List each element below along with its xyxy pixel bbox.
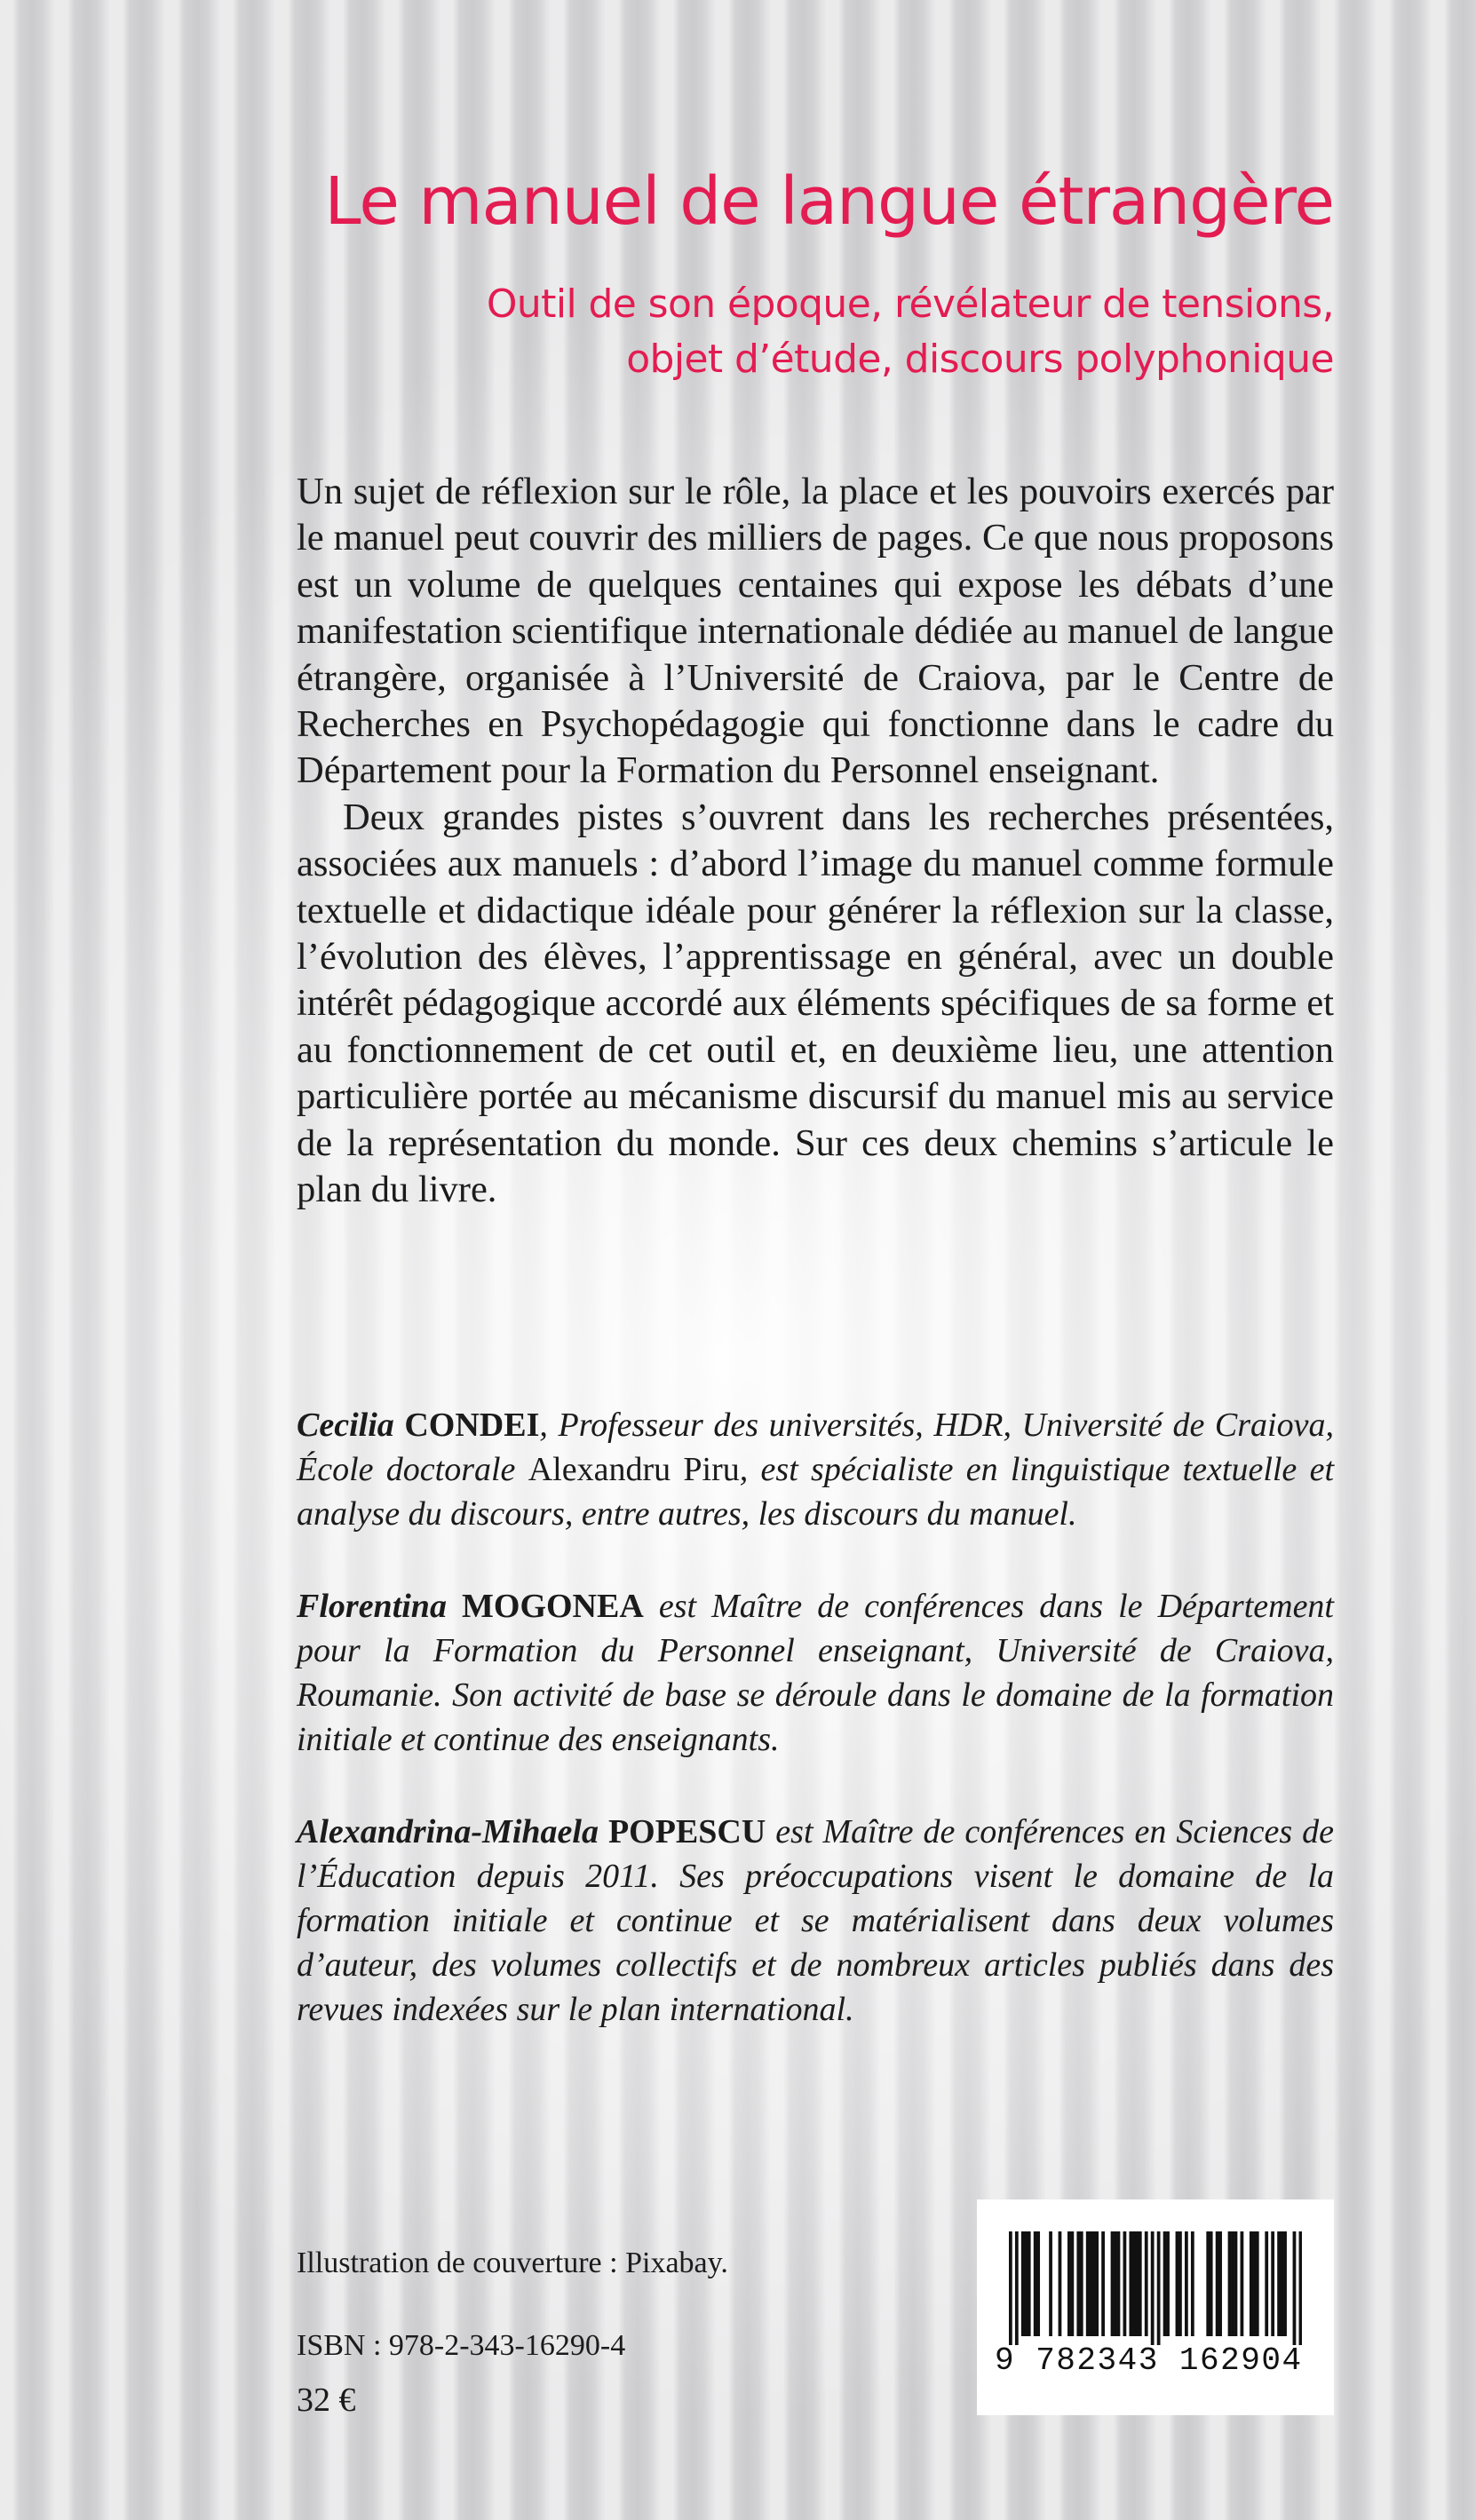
barcode-bar [1132, 2231, 1136, 2336]
author-name [297, 1407, 539, 1444]
barcode-bar [1163, 2231, 1167, 2336]
barcode-digits: 9 782343 162904 [995, 2342, 1303, 2379]
barcode-bar [1135, 2231, 1139, 2336]
barcode-bar [1070, 2231, 1074, 2336]
barcode-guard-bar [1299, 2231, 1302, 2345]
barcode-bar [1080, 2231, 1083, 2336]
author-first-name: Alexandrina-Mihaela [297, 1813, 608, 1850]
barcode-bar [1256, 2231, 1259, 2336]
barcode-bar [1252, 2231, 1256, 2336]
barcode-bar [1021, 2231, 1025, 2336]
author-bio-condei [297, 1403, 1334, 1536]
author-last-name: CONDEI [404, 1407, 540, 1444]
barcode-bar [1139, 2231, 1142, 2336]
barcode-bar [1250, 2231, 1253, 2336]
subtitle-line: objet d’étude, discours polyphonique [626, 337, 1334, 382]
barcode-guard-bar [1157, 2231, 1161, 2345]
author-bio-text: , est spécialiste en linguistique textuelle et analyse du discours, entre autres, les discours du manuel. [297, 1451, 1335, 1533]
author-bio-text: , Professeur des universités, HDR, Université de Craiova, École doctorale [297, 1407, 1334, 1488]
barcode-bar [1089, 2231, 1092, 2336]
barcode-bar [1028, 2231, 1031, 2336]
barcode-bar [1210, 2231, 1213, 2336]
barcode-bar [1117, 2231, 1121, 2336]
summary-text [297, 469, 1334, 1214]
author-last-name: POPESCU [607, 1813, 766, 1850]
barcode-bar [1283, 2231, 1287, 2336]
barcode-bar [1123, 2231, 1127, 2336]
author-name [297, 1588, 644, 1625]
barcode-bar [1101, 2231, 1105, 2336]
barcode-bar [1036, 2231, 1040, 2336]
barcode-bar [1191, 2231, 1194, 2336]
author-first-name: Florentina [297, 1588, 463, 1625]
author-bio-text: est Maître de conférences dans le Département pour la Formation du Personnel enseignant, Université de Craiova, Roumanie. Son activité de base se déroule dans le domaine de la formation initiale et continue des enseignants. [297, 1588, 1334, 1758]
barcode-guard-bar [1009, 2231, 1012, 2345]
school-name: Alexandru Piru [528, 1451, 740, 1488]
barcode-bar [1034, 2231, 1037, 2336]
subtitle-line: Outil de son époque, révélateur de tensions, [486, 281, 1334, 327]
author-bio-text: est Maître de conférences en Sciences de l’Éducation depuis 2011. Ses préoccupations visent le domaine de la formation initiale et continue et se matérialisent dans deux volumes d’auteur, des volumes collectifs et de nombreux articles publiés dans des revues indexées sur le plan international. [297, 1813, 1334, 2028]
isbn: ISBN : 978-2-343-16290-4 [297, 2329, 626, 2362]
barcode-bar [1218, 2231, 1222, 2336]
summary-paragraph: Deux grandes pistes s’ouvrent dans les recherches présentées, associées aux manuels : d’abord l’image du manuel comme formule textuelle et didactique idéale pour générer la réflexion sur la classe, l’évolution des élèves, l’apprentissage en général, avec un double intérêt pédagogique accordé aux éléments spécifiques de sa forme et au fonctionnement de cet outil et, en deuxième lieu, une attention particulière portée au mécanisme discursif du manuel mis au service de la représentation du monde. Sur ces deux chemins s’articule le plan du livre. [297, 796, 1334, 1211]
barcode-bar [1059, 2231, 1062, 2336]
author-name [297, 1813, 766, 1850]
barcode-bar [1228, 2231, 1232, 2336]
price: 32 € [297, 2381, 356, 2419]
barcode-bar [1234, 2231, 1238, 2336]
book-subtitle [487, 277, 1334, 387]
barcode-bar [1216, 2231, 1219, 2336]
barcode-bar [1092, 2231, 1096, 2336]
barcode-bar [1111, 2231, 1115, 2336]
cover-illustration-credit: Illustration de couverture : Pixabay. [297, 2247, 728, 2279]
author-last-name: MOGONEA [462, 1588, 644, 1625]
summary-paragraph: Un sujet de réflexion sur le rôle, la place et les pouvoirs exercés par le manuel peut couvrir des milliers de pages. Ce que nous proposons est un volume de quelques centaines qui expose les débats d’une manifestation scientifique internationale dédiée au manuel de langue étrangère, organisée à l’Université de Craiova, par le Centre de Recherches en Psychopédagogie qui fonctionne dans le cadre du Département pour la Formation du Personnel enseignant. [297, 471, 1334, 792]
barcode-guard-bar [1151, 2231, 1155, 2345]
barcode-bar [1145, 2231, 1148, 2336]
barcode-bar [1206, 2231, 1210, 2336]
barcode-bar [1114, 2231, 1117, 2336]
book-title: Le manuel de langue étrangère [324, 163, 1334, 240]
barcode-bar [1176, 2231, 1179, 2336]
barcode [977, 2199, 1334, 2415]
barcode-bar [1185, 2231, 1188, 2336]
barcode-bar [1076, 2231, 1080, 2336]
barcode-bar [1095, 2231, 1099, 2336]
barcode-bar [1231, 2231, 1234, 2336]
barcode-bar [1166, 2231, 1170, 2336]
author-bio-mogonea [297, 1584, 1334, 1762]
barcode-bar [1067, 2231, 1071, 2336]
barcode-bar [1265, 2231, 1268, 2336]
barcode-bar [1241, 2231, 1244, 2336]
author-bios [297, 1403, 1334, 2080]
barcode-bar [1049, 2231, 1052, 2336]
barcode-bar [1024, 2231, 1028, 2336]
barcode-bar [1277, 2231, 1281, 2336]
barcode-bars [1009, 2231, 1302, 2345]
author-bio-popescu [297, 1810, 1334, 2032]
barcode-guard-bar [1293, 2231, 1297, 2345]
barcode-bar [1086, 2231, 1090, 2336]
barcode-bar [1178, 2231, 1182, 2336]
barcode-bar [1281, 2231, 1284, 2336]
author-first-name: Cecilia [297, 1407, 405, 1444]
barcode-bar [1271, 2231, 1274, 2336]
barcode-guard-bar [1015, 2231, 1019, 2345]
barcode-bar [1129, 2231, 1132, 2336]
